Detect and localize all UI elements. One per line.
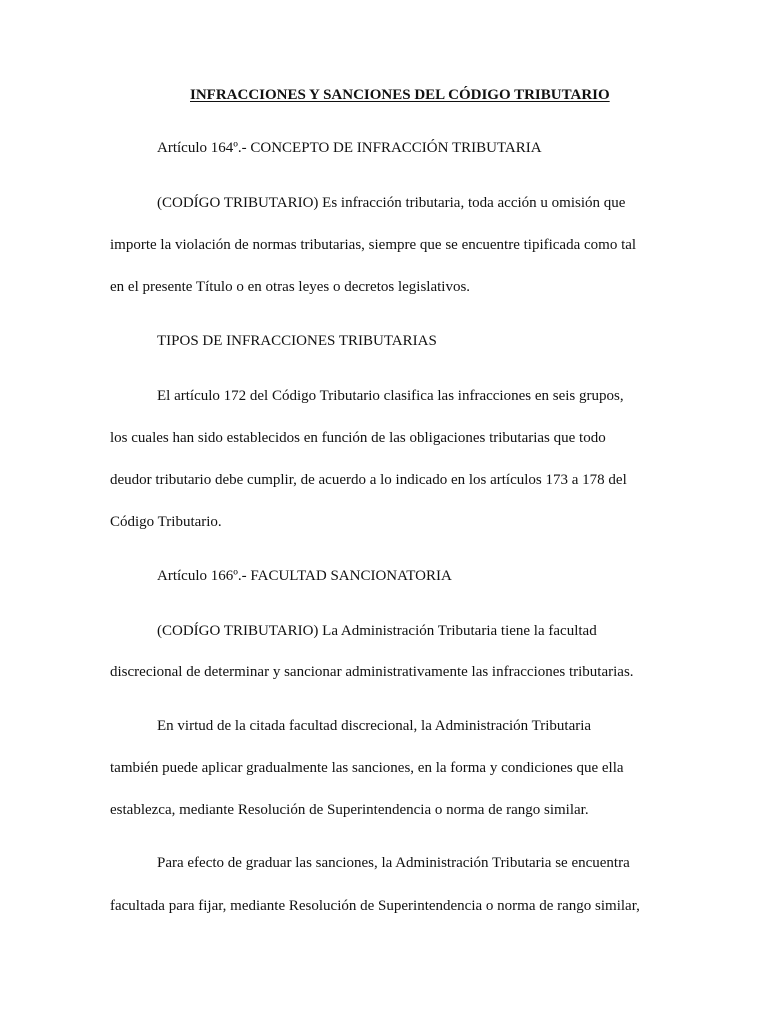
paragraph-line: en el presente Título o en otras leyes o decretos legislativos. (110, 279, 471, 295)
article-164-heading: Artículo 164º.- CONCEPTO DE INFRACCIÓN TRIBUTARIA (157, 140, 542, 156)
article-166-heading: Artículo 166º.- FACULTAD SANCIONATORIA (157, 568, 452, 584)
paragraph-line: deudor tributario debe cumplir, de acuerdo a lo indicado en los artículos 173 a 178 del (110, 472, 627, 488)
paragraph-line: (CODÍGO TRIBUTARIO) La Administración Tributaria tiene la facultad (157, 623, 597, 639)
paragraph-line: Para efecto de graduar las sanciones, la Administración Tributaria se encuentra (157, 855, 630, 871)
paragraph-line: (CODÍGO TRIBUTARIO) Es infracción tributaria, toda acción u omisión que (157, 195, 626, 211)
paragraph-line: también puede aplicar gradualmente las sanciones, en la forma y condiciones que ella (110, 760, 624, 776)
document-title: INFRACCIONES Y SANCIONES DEL CÓDIGO TRIBUTARIO (190, 87, 610, 103)
paragraph-line: los cuales han sido establecidos en función de las obligaciones tributarias que todo (110, 430, 606, 446)
paragraph-line: El artículo 172 del Código Tributario clasifica las infracciones en seis grupos, (157, 388, 624, 404)
paragraph-line: discrecional de determinar y sancionar administrativamente las infracciones tributarias. (110, 664, 634, 680)
paragraph-line: En virtud de la citada facultad discrecional, la Administración Tributaria (157, 718, 592, 734)
paragraph-line: Código Tributario. (110, 514, 222, 530)
section-heading: TIPOS DE INFRACCIONES TRIBUTARIAS (157, 333, 437, 349)
paragraph-line: importe la violación de normas tributarias, siempre que se encuentre tipificada como tal (110, 237, 637, 253)
paragraph-line: facultada para fijar, mediante Resolución de Superintendencia o norma de rango similar, (110, 898, 640, 914)
paragraph-line: establezca, mediante Resolución de Superintendencia o norma de rango similar. (110, 802, 589, 818)
